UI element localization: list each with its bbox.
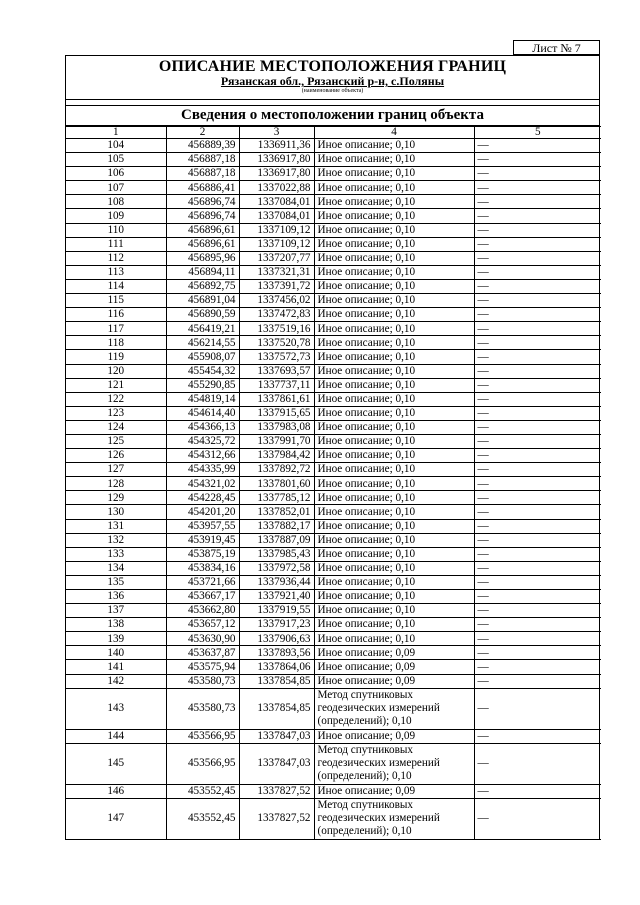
table-row <box>66 308 601 322</box>
table-row <box>66 392 601 406</box>
description-cell: — <box>474 279 601 293</box>
method-cell: Иное описание; 0,10 <box>314 181 474 195</box>
x-coordinate-cell: 453662,80 <box>166 604 239 618</box>
method-cell: Иное описание; 0,10 <box>314 195 474 209</box>
y-coordinate-cell: 1337827,52 <box>239 784 314 798</box>
point-number-cell: 110 <box>66 223 166 237</box>
point-number-cell: 138 <box>66 618 166 632</box>
x-coordinate-cell: 453552,45 <box>166 798 239 839</box>
table-row <box>66 477 601 491</box>
y-coordinate-cell: 1337984,42 <box>239 449 314 463</box>
method-cell: Иное описание; 0,10 <box>314 477 474 491</box>
column-number-row <box>66 127 601 139</box>
method-cell: Иное описание; 0,10 <box>314 590 474 604</box>
y-coordinate-cell: 1336917,80 <box>239 153 314 167</box>
table-row <box>66 265 601 279</box>
x-coordinate-cell: 456896,61 <box>166 237 239 251</box>
point-number-cell: 120 <box>66 364 166 378</box>
y-coordinate-cell: 1337801,60 <box>239 477 314 491</box>
table-row <box>66 209 601 223</box>
method-cell: Иное описание; 0,09 <box>314 784 474 798</box>
method-cell: Иное описание; 0,10 <box>314 547 474 561</box>
y-coordinate-cell: 1337983,08 <box>239 420 314 434</box>
method-cell: Иное описание; 0,10 <box>314 265 474 279</box>
method-cell: Иное описание; 0,10 <box>314 618 474 632</box>
table-row <box>66 547 601 561</box>
x-coordinate-cell: 456892,75 <box>166 279 239 293</box>
point-number-cell: 146 <box>66 784 166 798</box>
object-location: Рязанская обл., Рязанский р-н, с.Поляны <box>220 74 445 88</box>
x-coordinate-cell: 454321,02 <box>166 477 239 491</box>
y-coordinate-cell: 1337519,16 <box>239 322 314 336</box>
point-number-cell: 130 <box>66 505 166 519</box>
method-cell: Иное описание; 0,10 <box>314 336 474 350</box>
point-number-cell: 133 <box>66 547 166 561</box>
y-coordinate-cell: 1337827,52 <box>239 798 314 839</box>
x-coordinate-cell: 453566,95 <box>166 743 239 784</box>
method-cell: Иное описание; 0,10 <box>314 491 474 505</box>
y-coordinate-cell: 1337892,72 <box>239 463 314 477</box>
point-number-cell: 139 <box>66 632 166 646</box>
table-row <box>66 378 601 392</box>
description-cell: — <box>474 477 601 491</box>
x-coordinate-cell: 455290,85 <box>166 378 239 392</box>
point-number-cell: 117 <box>66 322 166 336</box>
method-cell: Иное описание; 0,09 <box>314 674 474 688</box>
y-coordinate-cell: 1337919,55 <box>239 604 314 618</box>
x-coordinate-cell: 456896,61 <box>166 223 239 237</box>
y-coordinate-cell: 1337864,06 <box>239 660 314 674</box>
description-cell: — <box>474 209 601 223</box>
point-number-cell: 140 <box>66 646 166 660</box>
point-number-cell: 106 <box>66 167 166 181</box>
method-cell: Иное описание; 0,10 <box>314 153 474 167</box>
y-coordinate-cell: 1337472,83 <box>239 308 314 322</box>
table-row <box>66 350 601 364</box>
y-coordinate-cell: 1337861,61 <box>239 392 314 406</box>
table-row <box>66 660 601 674</box>
x-coordinate-cell: 453957,55 <box>166 519 239 533</box>
x-coordinate-cell: 455908,07 <box>166 350 239 364</box>
point-number-cell: 105 <box>66 153 166 167</box>
x-coordinate-cell: 453721,66 <box>166 575 239 589</box>
table-row <box>66 646 601 660</box>
y-coordinate-cell: 1337572,73 <box>239 350 314 364</box>
method-cell: Метод спутниковых геодезических измерений (определений); 0,10 <box>314 688 474 729</box>
y-coordinate-cell: 1337854,85 <box>239 674 314 688</box>
table-row <box>66 420 601 434</box>
description-cell: — <box>474 350 601 364</box>
table-row <box>66 674 601 688</box>
table-row <box>66 364 601 378</box>
x-coordinate-cell: 456890,59 <box>166 308 239 322</box>
x-coordinate-cell: 456886,41 <box>166 181 239 195</box>
description-cell: — <box>474 547 601 561</box>
table-row <box>66 139 601 153</box>
method-cell: Иное описание; 0,10 <box>314 392 474 406</box>
y-coordinate-cell: 1337693,57 <box>239 364 314 378</box>
x-coordinate-cell: 456214,55 <box>166 336 239 350</box>
table-row <box>66 406 601 420</box>
x-coordinate-cell: 453919,45 <box>166 533 239 547</box>
table-row <box>66 533 601 547</box>
description-cell: — <box>474 533 601 547</box>
table-row <box>66 729 601 743</box>
y-coordinate-cell: 1337022,88 <box>239 181 314 195</box>
description-cell: — <box>474 322 601 336</box>
y-coordinate-cell: 1337991,70 <box>239 434 314 448</box>
x-coordinate-cell: 453580,73 <box>166 688 239 729</box>
method-cell: Метод спутниковых геодезических измерений (определений); 0,10 <box>314 743 474 784</box>
point-number-cell: 128 <box>66 477 166 491</box>
table-row <box>66 632 601 646</box>
table-row <box>66 491 601 505</box>
x-coordinate-cell: 454201,20 <box>166 505 239 519</box>
point-number-cell: 109 <box>66 209 166 223</box>
table-row <box>66 798 601 839</box>
x-coordinate-cell: 453575,94 <box>166 660 239 674</box>
method-cell: Иное описание; 0,10 <box>314 533 474 547</box>
method-cell: Иное описание; 0,10 <box>314 294 474 308</box>
table-row <box>66 463 601 477</box>
y-coordinate-cell: 1336917,80 <box>239 167 314 181</box>
description-cell: — <box>474 590 601 604</box>
x-coordinate-cell: 453657,12 <box>166 618 239 632</box>
y-coordinate-cell: 1337785,12 <box>239 491 314 505</box>
y-coordinate-cell: 1337917,23 <box>239 618 314 632</box>
description-cell: — <box>474 223 601 237</box>
x-coordinate-cell: 456896,74 <box>166 195 239 209</box>
sheet-number: Лист № 7 <box>513 40 600 55</box>
description-cell: — <box>474 519 601 533</box>
point-number-cell: 147 <box>66 798 166 839</box>
x-coordinate-cell: 453667,17 <box>166 590 239 604</box>
description-cell: — <box>474 646 601 660</box>
y-coordinate-cell: 1337391,72 <box>239 279 314 293</box>
y-coordinate-cell: 1337972,58 <box>239 561 314 575</box>
description-cell: — <box>474 505 601 519</box>
description-cell: — <box>474 604 601 618</box>
point-number-cell: 107 <box>66 181 166 195</box>
x-coordinate-cell: 453566,95 <box>166 729 239 743</box>
method-cell: Иное описание; 0,10 <box>314 279 474 293</box>
point-number-cell: 111 <box>66 237 166 251</box>
point-number-cell: 125 <box>66 434 166 448</box>
column-header: 5 <box>474 127 601 139</box>
point-number-cell: 141 <box>66 660 166 674</box>
column-header: 2 <box>166 127 239 139</box>
method-cell: Иное описание; 0,10 <box>314 575 474 589</box>
table-row <box>66 279 601 293</box>
y-coordinate-cell: 1337854,85 <box>239 688 314 729</box>
method-cell: Иное описание; 0,10 <box>314 449 474 463</box>
x-coordinate-cell: 456889,39 <box>166 139 239 153</box>
y-coordinate-cell: 1337207,77 <box>239 251 314 265</box>
description-cell: — <box>474 420 601 434</box>
x-coordinate-cell: 453630,90 <box>166 632 239 646</box>
y-coordinate-cell: 1337882,17 <box>239 519 314 533</box>
description-cell: — <box>474 434 601 448</box>
y-coordinate-cell: 1336911,36 <box>239 139 314 153</box>
point-number-cell: 121 <box>66 378 166 392</box>
y-coordinate-cell: 1337906,63 <box>239 632 314 646</box>
point-number-cell: 136 <box>66 590 166 604</box>
point-number-cell: 116 <box>66 308 166 322</box>
point-number-cell: 145 <box>66 743 166 784</box>
x-coordinate-cell: 454335,99 <box>166 463 239 477</box>
table-row <box>66 688 601 729</box>
table-row <box>66 223 601 237</box>
point-number-cell: 112 <box>66 251 166 265</box>
y-coordinate-cell: 1337852,01 <box>239 505 314 519</box>
x-coordinate-cell: 454366,13 <box>166 420 239 434</box>
description-cell: — <box>474 251 601 265</box>
description-cell: — <box>474 729 601 743</box>
point-number-cell: 142 <box>66 674 166 688</box>
x-coordinate-cell: 456891,04 <box>166 294 239 308</box>
y-coordinate-cell: 1337893,56 <box>239 646 314 660</box>
y-coordinate-cell: 1337985,43 <box>239 547 314 561</box>
method-cell: Иное описание; 0,10 <box>314 167 474 181</box>
description-cell: — <box>474 632 601 646</box>
description-cell: — <box>474 784 601 798</box>
column-header: 4 <box>314 127 474 139</box>
x-coordinate-cell: 454228,45 <box>166 491 239 505</box>
method-cell: Иное описание; 0,10 <box>314 209 474 223</box>
point-number-cell: 124 <box>66 420 166 434</box>
x-coordinate-cell: 453637,87 <box>166 646 239 660</box>
x-coordinate-cell: 454614,40 <box>166 406 239 420</box>
y-coordinate-cell: 1337847,03 <box>239 743 314 784</box>
method-cell: Иное описание; 0,10 <box>314 350 474 364</box>
method-cell: Метод спутниковых геодезических измерений (определений); 0,10 <box>314 798 474 839</box>
description-cell: — <box>474 153 601 167</box>
point-number-cell: 143 <box>66 688 166 729</box>
point-number-cell: 123 <box>66 406 166 420</box>
method-cell: Иное описание; 0,10 <box>314 364 474 378</box>
boundary-table <box>66 126 601 840</box>
description-cell: — <box>474 237 601 251</box>
description-cell: — <box>474 195 601 209</box>
description-cell: — <box>474 139 601 153</box>
point-number-cell: 126 <box>66 449 166 463</box>
table-row <box>66 153 601 167</box>
table-row <box>66 237 601 251</box>
document-frame <box>65 55 600 840</box>
method-cell: Иное описание; 0,10 <box>314 463 474 477</box>
method-cell: Иное описание; 0,10 <box>314 604 474 618</box>
x-coordinate-cell: 454325,72 <box>166 434 239 448</box>
point-number-cell: 131 <box>66 519 166 533</box>
description-cell: — <box>474 561 601 575</box>
table-row <box>66 519 601 533</box>
point-number-cell: 115 <box>66 294 166 308</box>
point-number-cell: 104 <box>66 139 166 153</box>
y-coordinate-cell: 1337109,12 <box>239 237 314 251</box>
method-cell: Иное описание; 0,09 <box>314 646 474 660</box>
y-coordinate-cell: 1337520,78 <box>239 336 314 350</box>
table-row <box>66 590 601 604</box>
description-cell: — <box>474 688 601 729</box>
x-coordinate-cell: 453834,16 <box>166 561 239 575</box>
description-cell: — <box>474 406 601 420</box>
description-cell: — <box>474 618 601 632</box>
table-row <box>66 505 601 519</box>
y-coordinate-cell: 1337936,44 <box>239 575 314 589</box>
point-number-cell: 119 <box>66 350 166 364</box>
document-title: ОПИСАНИЕ МЕСТОПОЛОЖЕНИЯ ГРАНИЦ <box>158 58 507 75</box>
table-row <box>66 181 601 195</box>
x-coordinate-cell: 453580,73 <box>166 674 239 688</box>
point-number-cell: 135 <box>66 575 166 589</box>
x-coordinate-cell: 456887,18 <box>166 167 239 181</box>
point-number-cell: 113 <box>66 265 166 279</box>
table-row <box>66 618 601 632</box>
y-coordinate-cell: 1337084,01 <box>239 209 314 223</box>
description-cell: — <box>474 181 601 195</box>
table-row <box>66 575 601 589</box>
method-cell: Иное описание; 0,10 <box>314 223 474 237</box>
method-cell: Иное описание; 0,10 <box>314 251 474 265</box>
description-cell: — <box>474 743 601 784</box>
description-cell: — <box>474 294 601 308</box>
document-header <box>66 56 599 100</box>
x-coordinate-cell: 455454,32 <box>166 364 239 378</box>
x-coordinate-cell: 456896,74 <box>166 209 239 223</box>
x-coordinate-cell: 456894,11 <box>166 265 239 279</box>
y-coordinate-cell: 1337109,12 <box>239 223 314 237</box>
table-row <box>66 251 601 265</box>
x-coordinate-cell: 456887,18 <box>166 153 239 167</box>
table-row <box>66 434 601 448</box>
point-number-cell: 127 <box>66 463 166 477</box>
description-cell: — <box>474 336 601 350</box>
x-coordinate-cell: 454819,14 <box>166 392 239 406</box>
x-coordinate-cell: 456895,96 <box>166 251 239 265</box>
description-cell: — <box>474 265 601 279</box>
method-cell: Иное описание; 0,10 <box>314 378 474 392</box>
method-cell: Иное описание; 0,10 <box>314 519 474 533</box>
description-cell: — <box>474 575 601 589</box>
x-coordinate-cell: 454312,66 <box>166 449 239 463</box>
method-cell: Иное описание; 0,09 <box>314 729 474 743</box>
description-cell: — <box>474 167 601 181</box>
description-cell: — <box>474 660 601 674</box>
description-cell: — <box>474 491 601 505</box>
point-number-cell: 122 <box>66 392 166 406</box>
point-number-cell: 137 <box>66 604 166 618</box>
x-coordinate-cell: 456419,21 <box>166 322 239 336</box>
point-number-cell: 118 <box>66 336 166 350</box>
description-cell: — <box>474 392 601 406</box>
method-cell: Иное описание; 0,10 <box>314 308 474 322</box>
x-coordinate-cell: 453875,19 <box>166 547 239 561</box>
description-cell: — <box>474 449 601 463</box>
method-cell: Иное описание; 0,10 <box>314 322 474 336</box>
y-coordinate-cell: 1337921,40 <box>239 590 314 604</box>
table-body <box>66 139 601 840</box>
table-row <box>66 167 601 181</box>
point-number-cell: 108 <box>66 195 166 209</box>
method-cell: Иное описание; 0,10 <box>314 632 474 646</box>
table-row <box>66 294 601 308</box>
section-title: Сведения о местоположении границ объекта <box>66 106 599 126</box>
method-cell: Иное описание; 0,09 <box>314 660 474 674</box>
table-row <box>66 449 601 463</box>
y-coordinate-cell: 1337456,02 <box>239 294 314 308</box>
object-location-caption: (наименование объекта) <box>301 88 364 94</box>
table-row <box>66 743 601 784</box>
point-number-cell: 132 <box>66 533 166 547</box>
description-cell: — <box>474 308 601 322</box>
y-coordinate-cell: 1337321,31 <box>239 265 314 279</box>
method-cell: Иное описание; 0,10 <box>314 139 474 153</box>
table-row <box>66 784 601 798</box>
table-row <box>66 561 601 575</box>
method-cell: Иное описание; 0,10 <box>314 420 474 434</box>
point-number-cell: 144 <box>66 729 166 743</box>
method-cell: Иное описание; 0,10 <box>314 434 474 448</box>
description-cell: — <box>474 674 601 688</box>
table-row <box>66 322 601 336</box>
description-cell: — <box>474 798 601 839</box>
x-coordinate-cell: 453552,45 <box>166 784 239 798</box>
table-row <box>66 336 601 350</box>
y-coordinate-cell: 1337915,65 <box>239 406 314 420</box>
column-header: 1 <box>66 127 166 139</box>
method-cell: Иное описание; 0,10 <box>314 406 474 420</box>
column-header: 3 <box>239 127 314 139</box>
method-cell: Иное описание; 0,10 <box>314 505 474 519</box>
description-cell: — <box>474 364 601 378</box>
y-coordinate-cell: 1337847,03 <box>239 729 314 743</box>
y-coordinate-cell: 1337084,01 <box>239 195 314 209</box>
description-cell: — <box>474 378 601 392</box>
point-number-cell: 134 <box>66 561 166 575</box>
table-row <box>66 604 601 618</box>
point-number-cell: 129 <box>66 491 166 505</box>
point-number-cell: 114 <box>66 279 166 293</box>
table-row <box>66 195 601 209</box>
y-coordinate-cell: 1337737,11 <box>239 378 314 392</box>
method-cell: Иное описание; 0,10 <box>314 237 474 251</box>
method-cell: Иное описание; 0,10 <box>314 561 474 575</box>
description-cell: — <box>474 463 601 477</box>
y-coordinate-cell: 1337887,09 <box>239 533 314 547</box>
